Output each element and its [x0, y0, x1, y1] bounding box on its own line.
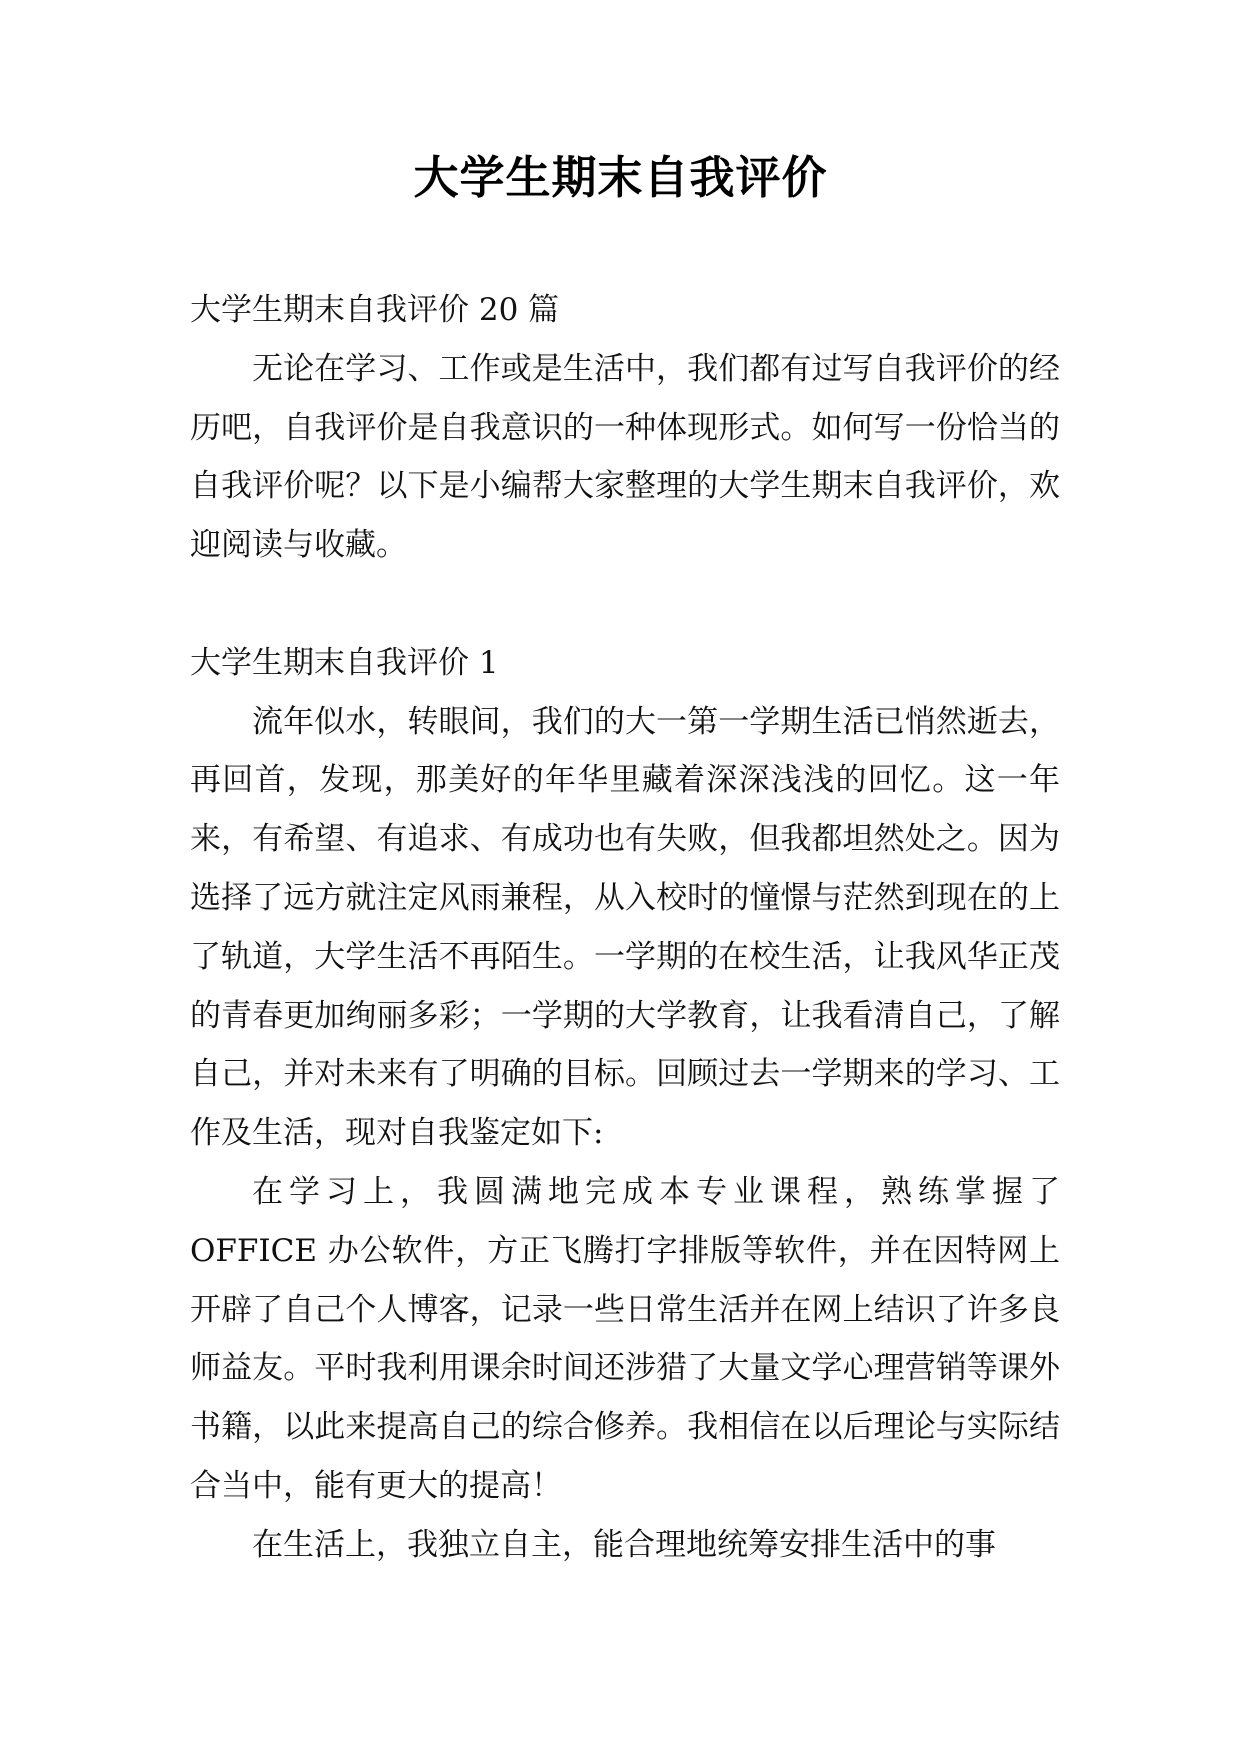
section1-paragraph-3: 在生活上，我独立自主，能合理地统筹安排生活中的事 [252, 1526, 996, 1563]
intro-paragraph: 无论在学习、工作或是生活中，我们都有过写自我评价的经历吧，自我评价是自我意识的一种体现形式。如何写一份恰当的自我评价呢？以下是小编帮大家整理的大学生期末自我评价，欢迎阅读与收藏。 [190, 350, 1060, 564]
document-title: 大学生期末自我评价 [413, 151, 828, 204]
section1-paragraph-1: 流年似水，转眼间，我们的大一第一学期生活已悄然逝去，再回首，发现，那美好的年华里藏着深深浅浅的回忆。这一年来，有希望、有追求、有成功也有失败，但我都坦然处之。因为选择了远方就注定风雨兼程，从入校时的憧憬与茫然到现在的上了轨道，大学生活不再陌生。一学期的在校生活，让我风华正茂的青春更加绚丽多彩；一学期的大学教育，让我看清自己，了解自己，并对未来有了明确的目标。回顾过去一学期来的学习、工作及生活，现对自我鉴定如下: [190, 703, 1060, 1152]
section-spacer [190, 575, 1060, 634]
section1-paragraph-2: 在学习上，我圆满地完成本专业课程，熟练掌握了OFFICE 办公软件，方正飞腾打字排版等软件，并在因特网上开辟了自己个人博客，记录一些日常生活并在网上结识了许多良师益友。平时我利用课余时间还涉猎了大量文学心理营销等课外书籍，以此来提高自己的综合修养。我相信在以后理论与实际结合当中，能有更大的提高！ [190, 1173, 1060, 1504]
document-body [190, 281, 1060, 1575]
intro-heading: 大学生期末自我评价 20 篇 [190, 292, 560, 328]
section1-heading: 大学生期末自我评价 1 [190, 644, 499, 681]
